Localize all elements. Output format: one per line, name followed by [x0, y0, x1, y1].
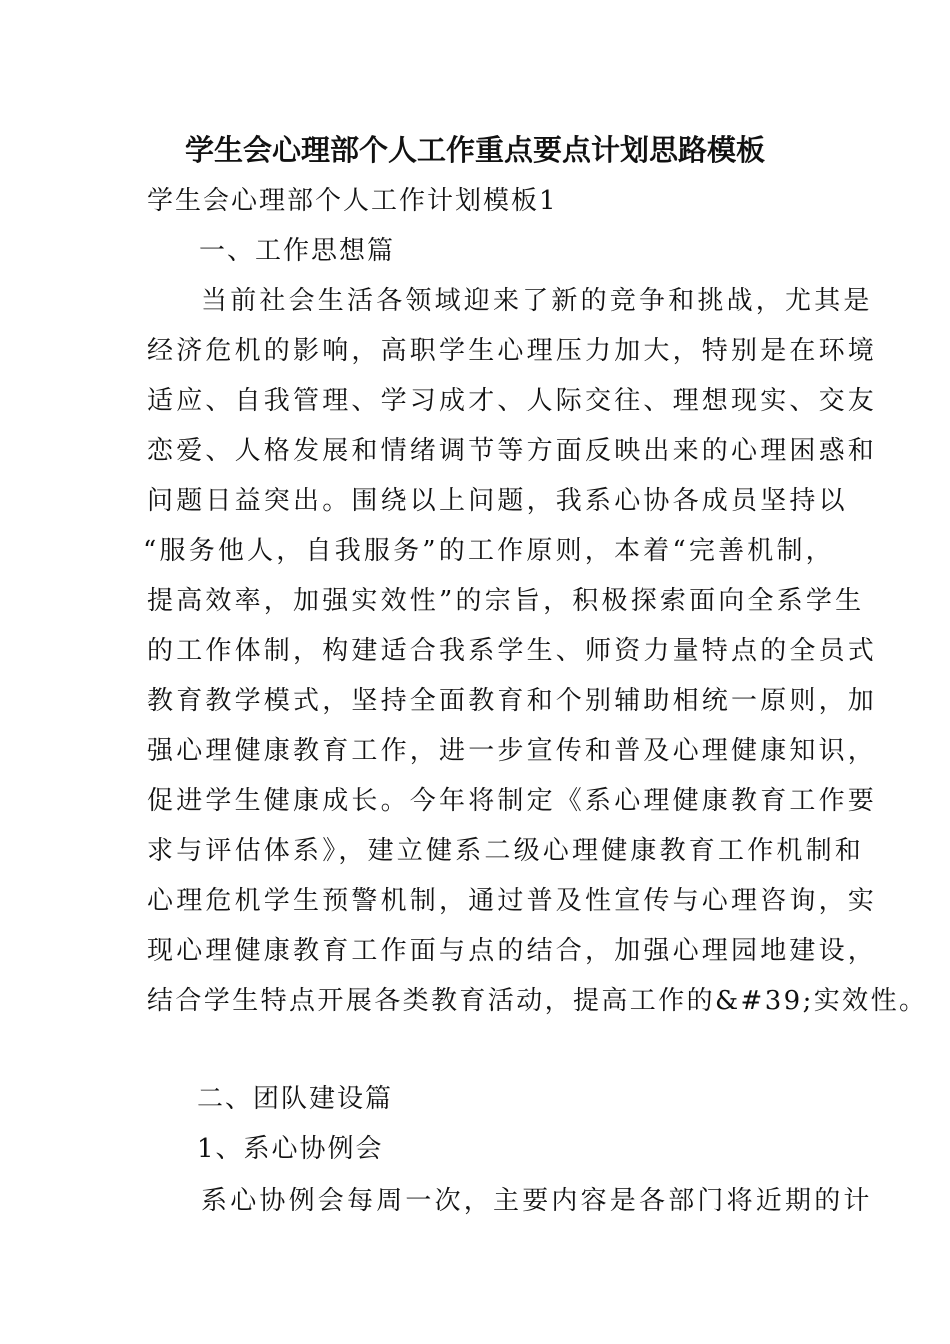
paragraph-line: 当前社会生活各领域迎来了新的竞争和挑战，尤其是	[201, 286, 873, 316]
paragraph-line: 教育教学模式，坚持全面教育和个别辅助相统一原则，加	[147, 686, 878, 716]
item-heading-1: 1、系心协例会	[197, 1134, 384, 1164]
paragraph-line: 促进学生健康成长。今年将制定《系心理健康教育工作要	[147, 786, 878, 816]
subtitle: 学生会心理部个人工作计划模板1	[147, 186, 558, 216]
paragraph-line: 强心理健康教育工作，进一步宣传和普及心理健康知识，	[147, 736, 878, 766]
paragraph-line: “服务他人，自我服务”的工作原则，本着“完善机制，	[143, 536, 835, 566]
paragraph-line: 问题日益突出。围绕以上问题，我系心协各成员坚持以	[147, 486, 848, 516]
paragraph-line: 结合学生特点开展各类教育活动，提高工作的&#39;实效性。	[147, 986, 928, 1016]
document-title: 学生会心理部个人工作重点要点计划思路模板	[184, 133, 765, 167]
paragraph-line: 恋爱、人格发展和情绪调节等方面反映出来的心理困惑和	[147, 436, 878, 466]
paragraph-line: 系心协例会每周一次，主要内容是各部门将近期的计	[201, 1186, 873, 1216]
paragraph-line: 现心理健康教育工作面与点的结合，加强心理园地建设，	[147, 936, 878, 966]
paragraph-line: 心理危机学生预警机制，通过普及性宣传与心理咨询，实	[147, 886, 878, 916]
section-heading-2: 二、团队建设篇	[197, 1084, 394, 1114]
paragraph-line: 经济危机的影响，高职学生心理压力加大，特别是在环境	[147, 336, 878, 366]
paragraph-line: 提高效率，加强实效性”的宗旨，积极探索面向全系学生	[147, 586, 865, 616]
paragraph-line: 求与评估体系》，建立健系二级心理健康教育工作机制和	[147, 836, 865, 866]
paragraph-line: 的工作体制，构建适合我系学生、师资力量特点的全员式	[147, 636, 878, 666]
paragraph-line: 适应、自我管理、学习成才、人际交往、理想现实、交友	[147, 386, 878, 416]
section-heading-1: 一、工作思想篇	[199, 236, 396, 266]
